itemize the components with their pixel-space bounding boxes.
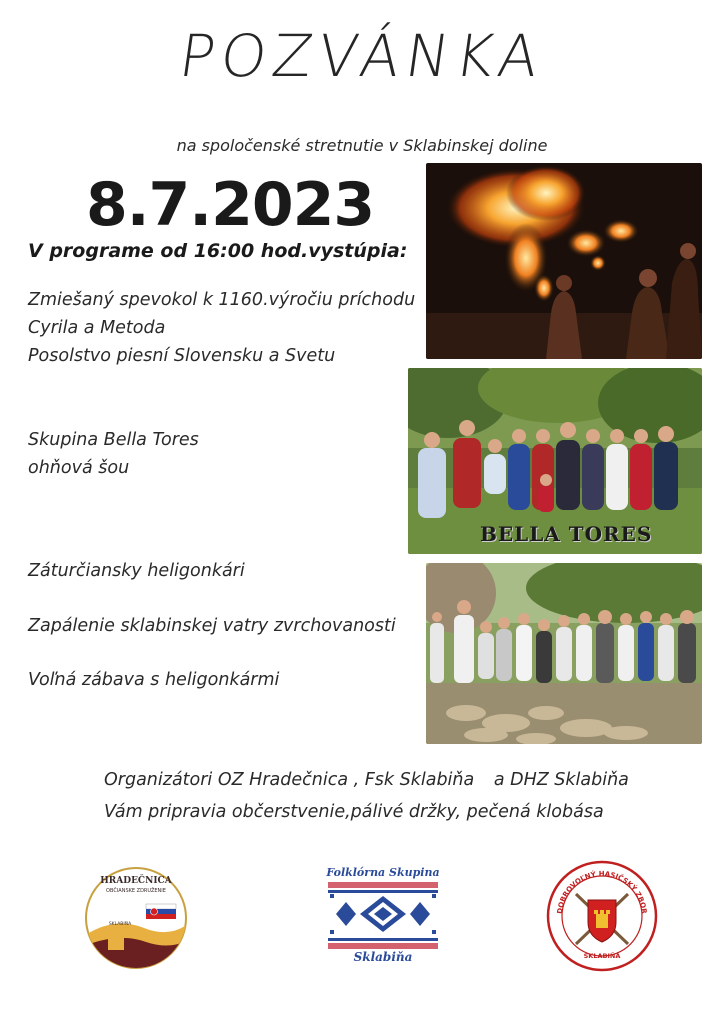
event-date: 8.7.2023: [86, 170, 375, 240]
organizers-text: Organizátori OZ Hradečnica , Fsk Sklabiňa: [104, 770, 475, 790]
subtitle: na spoločenské stretnutie v Sklabinskej doline: [176, 136, 548, 155]
bella-tores-caption: BELLA TORES: [480, 522, 653, 546]
program-line: Cyrila a Metoda: [28, 318, 166, 338]
page-title: POZVÁNKA: [175, 22, 549, 90]
folklor-logo: [326, 862, 440, 970]
program-line: Zapálenie sklabinskej vatry zvrchovanosti: [28, 616, 396, 636]
hradecnica-town: SKLABIŇA: [108, 922, 132, 927]
program-line: Zmiešaný spevokol k 1160.výročiu príchodu: [28, 290, 416, 310]
hradecnica-logo: [84, 866, 188, 970]
organizers-line: [104, 770, 629, 790]
dhz-town: SKLABIŇA: [583, 952, 621, 960]
dhz-ring-text: DOBROVOĽNÝ HASIČSKÝ ZBOR: [555, 869, 648, 915]
fire-show-photo: [426, 163, 702, 359]
bella-tores-photo: [408, 368, 702, 554]
program-line: Záturčiansky heligonkári: [28, 561, 245, 581]
program-line: Posolstvo piesní Slovensku a Svetu: [28, 346, 336, 366]
hradecnica-name: HRADEČNICA: [100, 876, 172, 886]
refreshments-line: Vám pripravia občerstvenie,pálivé držky, pečená klobása: [104, 802, 604, 822]
program-line: ohňová šou: [28, 458, 130, 478]
heligonkari-photo: [426, 563, 702, 744]
organizers-dhz: a DHZ Sklabiňa: [493, 770, 629, 790]
folklor-top-text: Folklórna Skupina: [326, 866, 440, 879]
program-line: Voľná zábava s heligonkármi: [28, 670, 280, 690]
folklor-bottom-text: Sklabiňa: [353, 950, 413, 964]
dhz-logo: [546, 860, 658, 972]
program-heading: V programe od 16:00 hod.vystúpia:: [28, 240, 408, 262]
program-line: Skupina Bella Tores: [28, 430, 199, 450]
hradecnica-sub: OBČIANSKE ZDRUŽENIE: [106, 888, 166, 894]
